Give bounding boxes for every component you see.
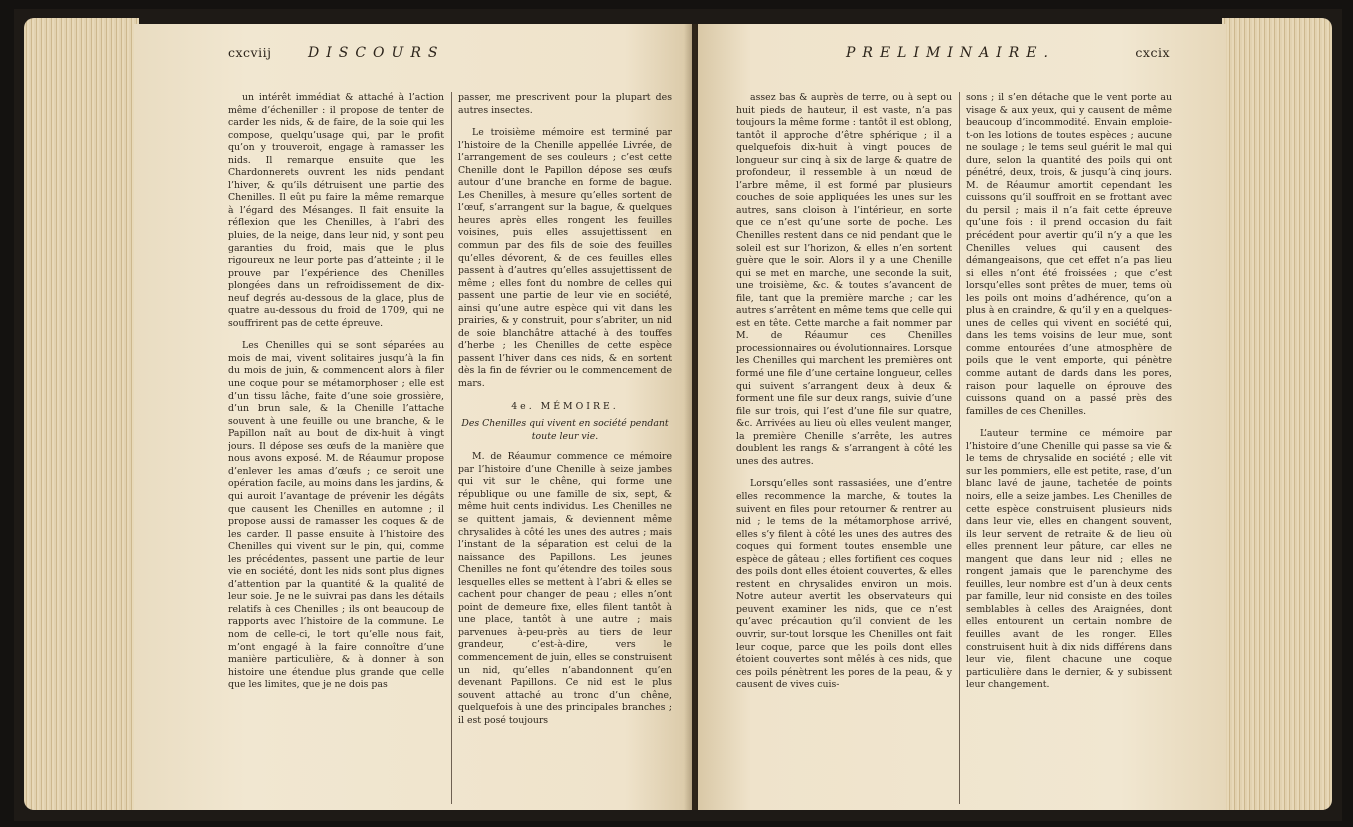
right-page-column-1 <box>736 92 952 808</box>
paragraph: Lorsqu’elles sont rassasiées, une d’entre elles recommence la marche, & toutes la suivent en files pour retourner & rentrer au nid ; le tems de la métamorphose arrivé, elles s’y filent à côté les unes des autres des coques qui forment toutes ensemble une espèce de gâteau ; elles fortifient ces coques des poils dont elles étoient couvertes, & elles restent en chrysalides environ un mois. Notre auteur avertit les observateurs qui peuvent examiner les nids, que ce n’est qu’avec précaution qu’il convient de les ouvrir, sur-tout lorsque les Chenilles ont fait leur coque, parce que les poils dont elles étoient couvertes sont mêlés à ces nids, que ces poils pénètrent les pores de la peau, & y causent de vives cuis- <box>736 478 952 691</box>
memoir-subtitle: Des Chenilles qui vivent en société pendant toute leur vie. <box>461 418 669 442</box>
left-page-stack <box>24 18 139 810</box>
paragraph: passer, me prescrivent pour la plupart des autres insectes. <box>458 92 672 116</box>
paragraph: M. de Réaumur commence ce mémoire par l’histoire d’une Chenille à seize jambes qui vit sur le chêne, qui forme une république ou une famille de six, sept, & même huit cents individus. Les Chenilles ne se quittent jamais, & deviennent même chrysalides à côté les unes des autres ; mais l’instant de la séparation est celui de la naissance des Papillons. Les jeunes Chenilles ne font qu’étendre des toiles sous lesquelles elles se mettent à l’abri & elles se cachent pour changer de peau ; elles n’ont point de demeure fixe, elles filent tantôt à une place, tantôt à une autre ; mais parvenues à-peu-près au tiers de leur grandeur, c’est-à-dire, vers le commencement de juin, elles se construisent un nid, qu’elles n’abandonnent qu’en devenant Papillons. Ce nid est le plus souvent attaché au tronc d’un chêne, quelquefois à une des principales branches ; il est posé toujours <box>458 451 672 726</box>
paragraph: L’auteur termine ce mémoire par l’histoire d’une Chenille qui passe sa vie & le tems de chrysalide en société ; elle vit sur les pommiers, elle est petite, rase, d’un blanc lavé de jaune, tachetée de points noirs, elle a seize jambes. Les Chenilles de cette espèce construisent plusieurs nids dans leur vie, elles en changent souvent, ils leur servent de retraite & de lieu où elles prennent leur pâture, car elles ne mangent que dans leur nid ; elles ne rongent jamais que le parenchyme des feuilles, leur nombre est d’un à deux cents par famille, leur nid consiste en des toiles semblables à celles des Araignées, dont elles entourent un certain nombre de feuilles avant de les ronger. Elles construisent huit à dix nids différens dans leur vie, filent chacune une coque particulière dans le dernier, & y subissent leur changement. <box>966 428 1172 691</box>
left-page-number: cxcviij <box>228 45 272 60</box>
column-rule <box>451 92 452 804</box>
left-running-title: DISCOURS <box>308 45 445 61</box>
paragraph: assez bas & auprès de terre, ou à sept ou huit pieds de hauteur, il est vaste, n’a pas toujours la même forme : tantôt il est oblong, tantôt il approche d’être sphérique ; il a quelquefois dix-huit à vingt pouces de longueur sur cinq à six de large & quatre de profondeur, il ressemble à un nœud de l’arbre même, il est formé par plusieurs couches de soie appliquées les unes sur les autres, sans cloison à l’intérieur, en sorte que ce n’est qu’une sorte de poche. Les Chenilles restent dans ce nid pendant que le soleil est sur l’horizon, & elles n’en sortent guère que le soir. Alors il y a une Chenille qui se met en marche, une seconde la suit, une troisième, &c. & toutes s’avancent de file, tant que la première marche ; car les autres s’arrêtent en même tems que celle qui est en tête. Cette marche a fait nommer par M. de Réaumur ces Chenilles processionnaires ou évolutionnaires. Lorsque les Chenilles qui marchent les premières ont formé une file d’une certaine longueur, celles qui suivent s’arrangent deux à deux & forment une file sur deux rangs, suivie d’une file sur trois, qui l’est d’une file sur quatre, &c. Arrivées au lieu où elles veulent manger, la première Chenille s’arrête, les autres doublent les rangs & s’arrangent à côté les unes des autres. <box>736 92 952 467</box>
paragraph: Les Chenilles qui se sont séparées au mois de mai, vivent solitaires jusqu’à la fin du mois de juin, & commencent alors à filer une coque pour se métamorphoser ; elle est d’un tissu lâche, faite d’une soie grossière, d’un brun sale, & la Chenille l’attache souvent à une feuille ou une branche, & le Papillon naît au bout de dix-huit à vingt jours. Il dépose ses œufs de la manière que nous avons exposé. M. de Réaumur propose d’enlever les amas d’œufs ; ce seroit une opération facile, au moins dans les jardins, & qui auroit l’avantage de prévenir les dégâts que causent les Chenilles en automne ; il propose aussi de ramasser les coques & de les carder. Il passe ensuite à l’histoire des Chenilles qui vivent sur le pin, qui, comme les précédentes, passent une partie de leur vie en société, dont les nids sont plus dignes d’attention par la quantité & la qualité de leur soie. Je ne le suivrai pas dans les détails relatifs à ces Chenilles ; ils ont beaucoup de rapports avec l’histoire de la commune. Le nom de celle-ci, le tort qu’elle nous fait, m’ont engagé à la faire connoître d’une manière particulière, & à donner à son histoire une étendue plus grande que celle que les limites, que je ne dois pas <box>228 340 444 691</box>
left-page-column-2 <box>458 92 672 808</box>
left-page-header <box>228 45 668 67</box>
right-page-stack <box>1222 18 1332 810</box>
right-page-number: cxcix <box>1135 45 1170 60</box>
paragraph: sons ; il s’en détache que le vent porte au visage & aux yeux, qui y causent de même beaucoup d’incommodité. Envain emploie-t-on les lotions de toutes espèces ; aucune ne soulage ; le tems seul guérit le mal qui dure, selon la quantité des poils qui ont pénétré, deux, trois, & jusqu’à cinq jours. M. de Réaumur amortit cependant les cuissons qu’il souffroit en se frottant avec du persil ; mais il n’a fait cette épreuve qu’une fois : il prend occasion du fait précédent pour avertir qu’il n’y a que les Chenilles velues qui causent des démangeaisons, que cet effet n’a pas lieu si elles n’ont été froissées ; que c’est lorsqu’elles sont prêtes de muer, tems où les poils ont moins d’adhérence, qu’on a plus à en craindre, & qu’il y en a quelques-unes de celles qui vivent en société qui, dans les tems voisins de leur mue, sont comme entourées d’une atmosphère de poils que le vent emporte, qui pénètre comme autant de dards dans les pores, raison pour laquelle on éprouve des cuissons quand on a passé près des familles de ces Chenilles. <box>966 92 1172 417</box>
paragraph: un intérêt immédiat & attaché à l’action même d’écheniller : il propose de tenter de carder les nids, & de faire, de la soie qui les compose, quelqu’usage qui, par le profit qu’on y trouveroit, engage à ramasser les nids. Il remarque ensuite que les Chardonnerets ouvrent les nids pendant l’hiver, & qu’ils détruisent une partie des Chenilles. Il eût pu faire la même remarque à l’égard des Mésanges. Il fait ensuite la réflexion que les Chenilles, à l’abri des pluies, de la neige, dans leur nid, y sont peu garanties du froid, mais que le plus rigoureux ne leur porte pas d’atteinte ; il le prouve par l’expérience des Chenilles plongées dans un refroidissement de dix-neuf degrés au-dessous de la glace, plus de quatre au-dessous du froid de 1709, qui ne souffrirent pas de cette épreuve. <box>228 92 444 329</box>
right-running-title: PRELIMINAIRE. <box>846 45 1055 61</box>
left-page-column-1 <box>228 92 444 808</box>
memoir-heading: 4e. MÉMOIRE. <box>511 400 619 412</box>
column-rule <box>959 92 960 804</box>
right-page-header <box>736 45 1170 67</box>
right-page-column-2 <box>966 92 1172 808</box>
paragraph: Le troisième mémoire est terminé par l’histoire de la Chenille appellée Livrée, de l’arrangement de ses couleurs ; c’est cette Chenille dont le Papillon dépose ses œufs autour d’une branche en forme de bague. Les Chenilles, à mesure qu’elles sortent de l’œuf, s’arrangent sur la bague, & quelques heures après elles rongent les feuilles voisines, puis elles assujettissent en commun par des fils de soie des feuilles qu’elles dévorent, & de ces feuilles elles passent à d’autres qu’elles assujettissent de même ; elles font du nombre de celles qui passent une partie de leur vie en société, ainsi qu’une autre espèce qui vit dans les prairies, & y construit, pour s’abriter, un nid de soie blanchâtre attaché à des touffes d’herbe ; les Chenilles de cette espèce passent l’hiver dans ces nids, & en sortent dès la fin de février ou le commencement de mars. <box>458 127 672 390</box>
